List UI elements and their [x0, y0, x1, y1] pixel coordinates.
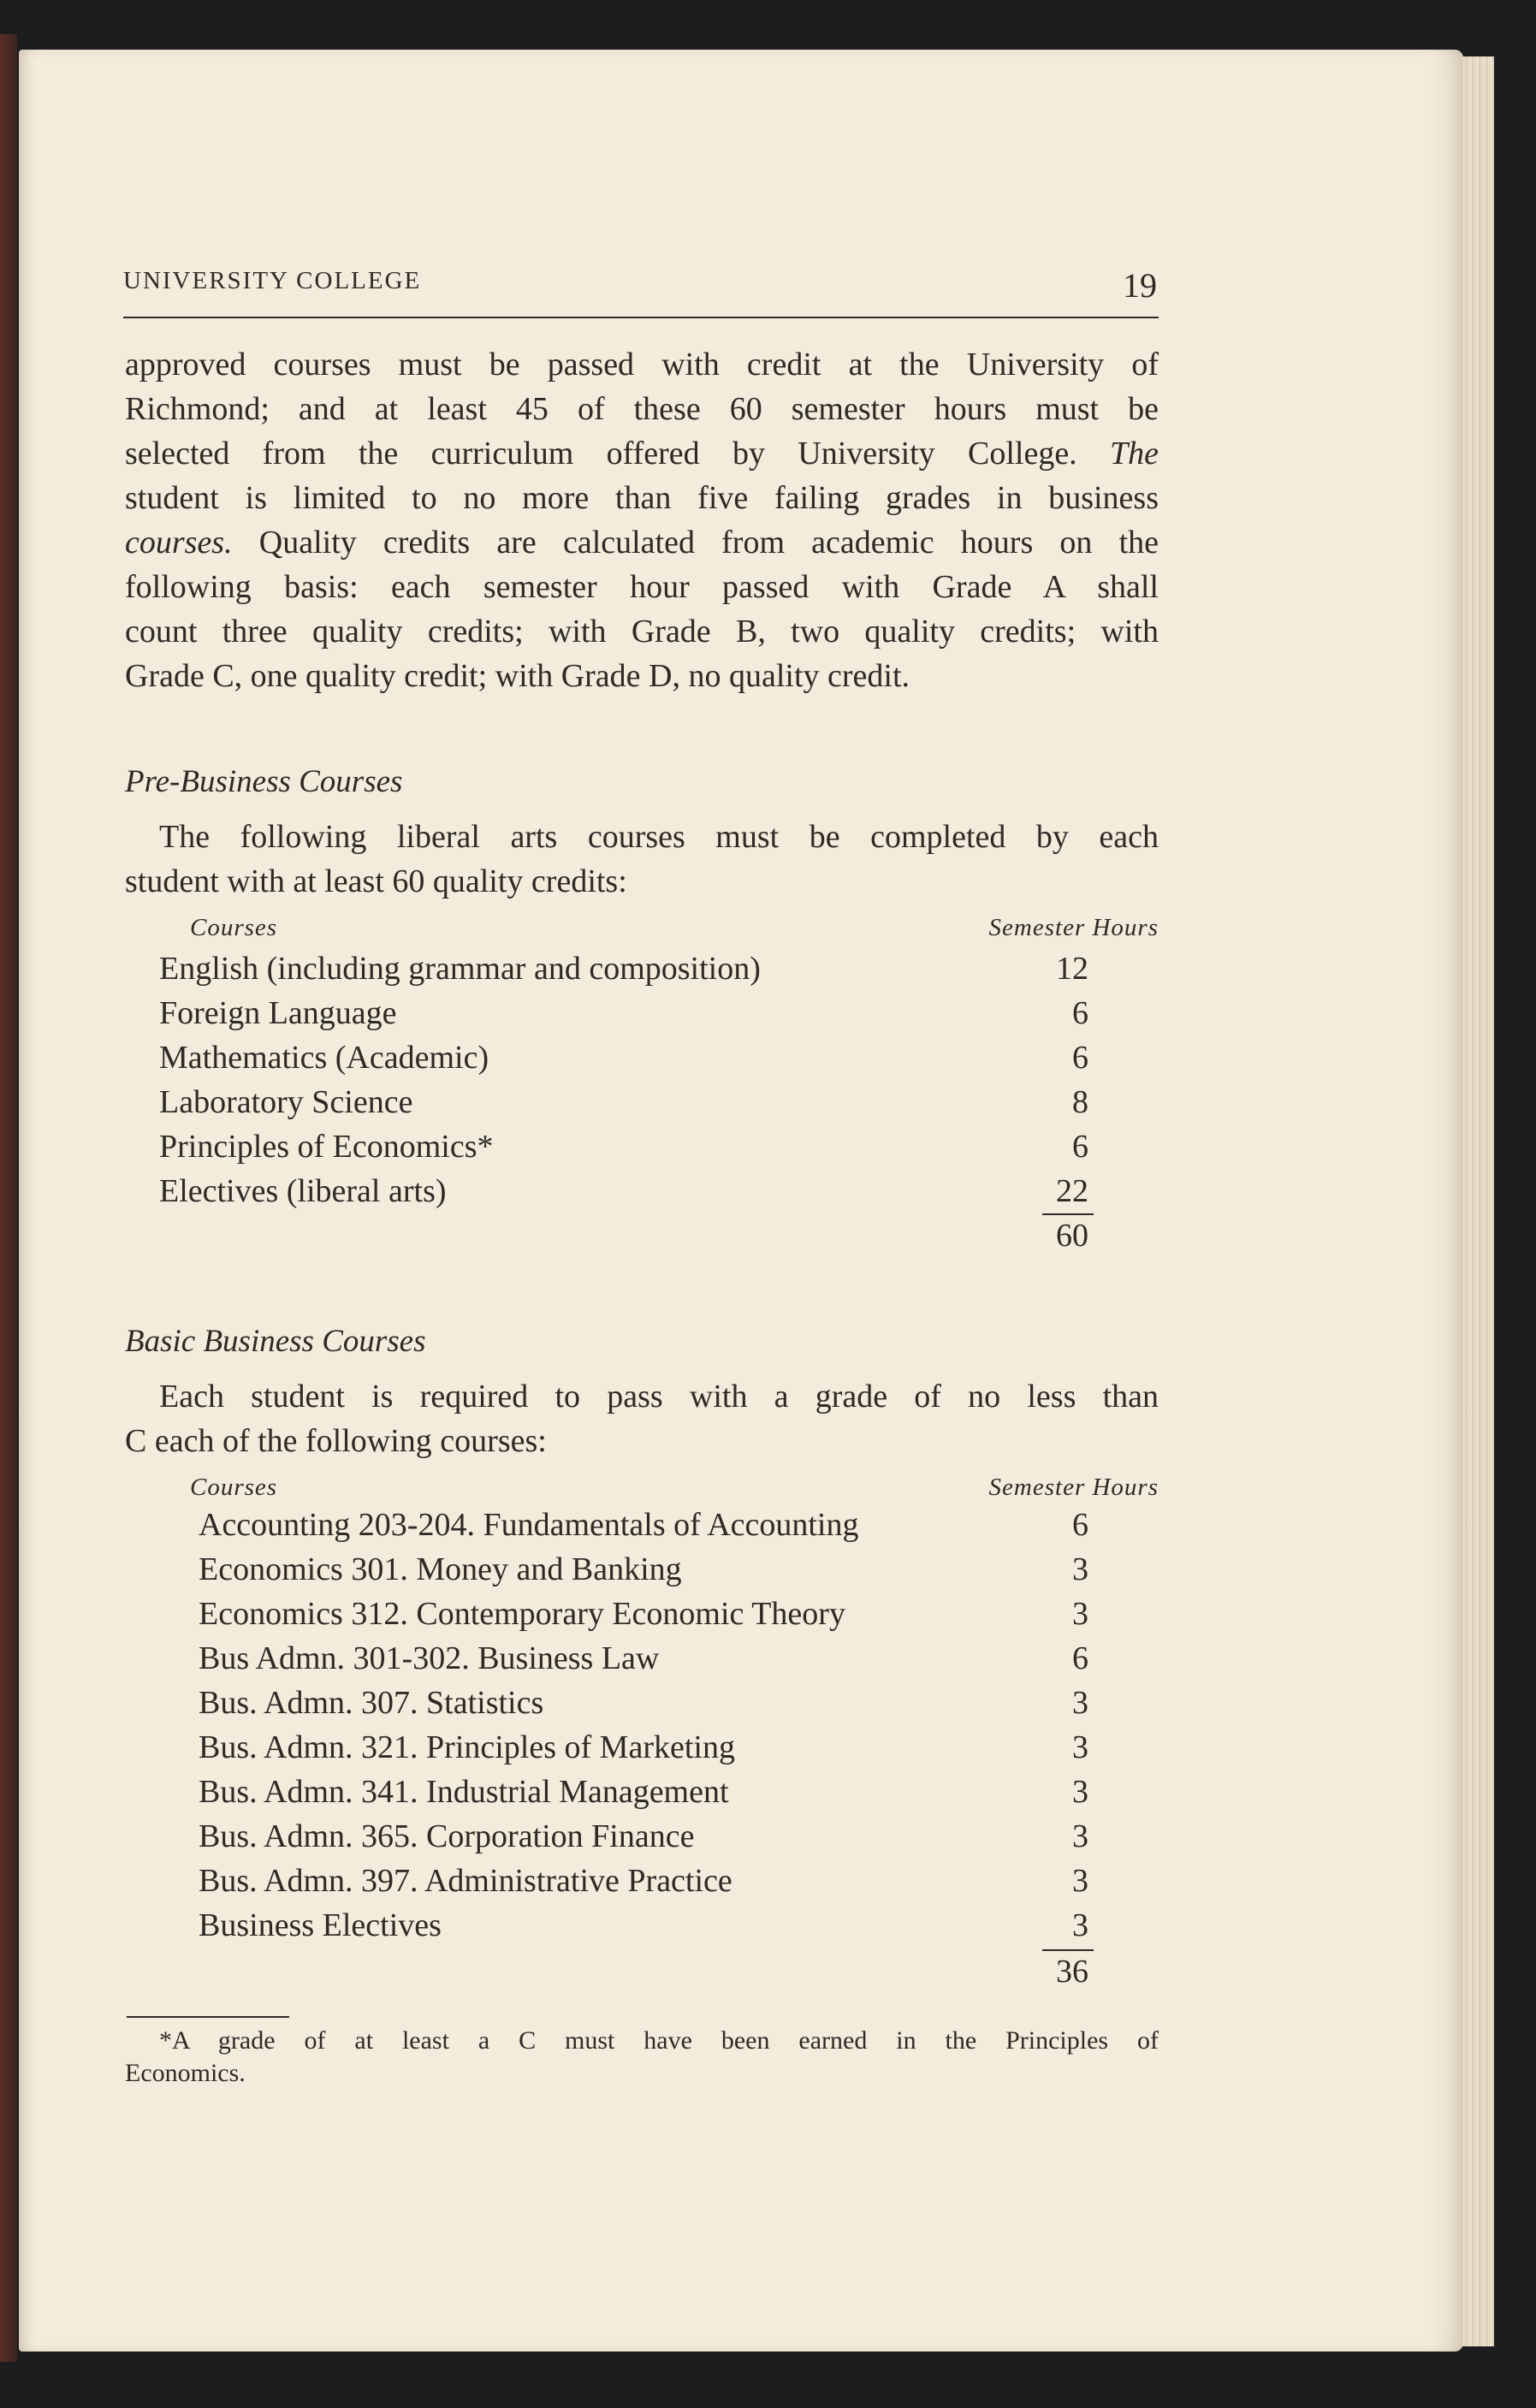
course-hours: 3: [1072, 1863, 1088, 1899]
running-head: UNIVERSITY COLLEGE: [123, 267, 422, 294]
course-name: Bus. Admn. 307. Statistics: [199, 1685, 544, 1721]
page-number: 19: [1123, 266, 1157, 305]
section-intro-line: C each of the following courses:: [125, 1423, 547, 1459]
total-hours: 60: [1056, 1218, 1088, 1254]
course-name: Mathematics (Academic): [159, 1040, 489, 1076]
course-name: Economics 301. Money and Banking: [199, 1551, 682, 1587]
course-hours: 3: [1072, 1774, 1088, 1810]
course-name: English (including grammar and composition): [159, 951, 761, 987]
course-hours: 3: [1072, 1818, 1088, 1854]
table-row: [199, 1681, 1088, 1725]
course-hours: 6: [1072, 1507, 1088, 1543]
section-heading: Pre-Business Courses: [125, 764, 403, 799]
course-hours: 3: [1072, 1596, 1088, 1632]
paragraph-line: count three quality credits; with Grade B, two quality credits; with: [125, 614, 1159, 649]
course-hours: 12: [1056, 951, 1088, 987]
course-hours: 6: [1072, 1040, 1088, 1076]
footnote: [125, 2025, 1159, 2090]
section-intro-line: student with at least 60 quality credits:: [125, 863, 627, 899]
course-name: Business Electives: [199, 1907, 442, 1943]
course-hours: 3: [1072, 1729, 1088, 1765]
table-row: [159, 1035, 1088, 1080]
section-intro-line: Each student is required to pass with a grade of no less than: [159, 1379, 1159, 1415]
course-hours: 6: [1072, 1129, 1088, 1165]
course-name: Bus. Admn. 321. Principles of Marketing: [199, 1729, 735, 1765]
paragraph-line: approved courses must be passed with credit at the University of: [125, 347, 1159, 383]
course-name: Principles of Economics*: [159, 1129, 494, 1165]
book-cover-edge: [0, 34, 17, 2362]
total-hours: 36: [1056, 1954, 1088, 1990]
paragraph-text: Quality credits are calculated from academic hours on the: [232, 525, 1159, 560]
table-row: [199, 1592, 1088, 1636]
footnote-rule: [127, 2016, 289, 2018]
paragraph-italic-text: The: [1110, 436, 1159, 472]
course-hours: 6: [1072, 1640, 1088, 1676]
column-header-hours: Semester Hours: [988, 914, 1159, 941]
course-name: Bus. Admn. 341. Industrial Management: [199, 1774, 729, 1810]
course-name: Bus Admn. 301-302. Business Law: [199, 1640, 660, 1676]
course-hours: 3: [1072, 1551, 1088, 1587]
table-row: [159, 1080, 1088, 1124]
page-header: [123, 260, 1159, 318]
course-name: Bus. Admn. 365. Corporation Finance: [199, 1818, 695, 1854]
section-intro-line: The following liberal arts courses must be completed by each: [159, 819, 1159, 855]
course-hours: 3: [1072, 1685, 1088, 1721]
paragraph-line: Richmond; and at least 45 of these 60 semester hours must be: [125, 391, 1159, 427]
course-hours: 3: [1072, 1907, 1088, 1943]
paragraph-text: selected from the curriculum offered by University College.: [125, 436, 1110, 472]
paragraph-line: [125, 520, 1159, 565]
table-row: [199, 1814, 1088, 1859]
footnote-line: Economics.: [125, 2059, 246, 2087]
paragraph-line: [125, 431, 1159, 476]
course-name: Laboratory Science: [159, 1084, 413, 1120]
table-row: [199, 1547, 1088, 1592]
column-header-courses: Courses: [190, 914, 278, 941]
table-row: [159, 1124, 1088, 1169]
table-row: [199, 1503, 1088, 1547]
table-row: [199, 1859, 1088, 1903]
footnote-line: *A grade of at least a C must have been earned in the Principles of: [159, 2026, 1159, 2055]
paragraph-line: student is limited to no more than five failing grades in business: [125, 480, 1159, 516]
course-hours: 6: [1072, 995, 1088, 1031]
paragraph-italic-text: courses.: [125, 525, 233, 560]
paragraph-line: following basis: each semester hour passed with Grade A shall: [125, 569, 1159, 605]
course-name: Economics 312. Contemporary Economic Theory: [199, 1596, 845, 1632]
table-row: [159, 946, 1088, 991]
column-header-hours: Semester Hours: [988, 1474, 1159, 1501]
table-row: [199, 1725, 1088, 1770]
table-row: [199, 1636, 1088, 1681]
course-hours: 22: [1056, 1173, 1088, 1209]
table-row: [159, 991, 1088, 1035]
course-name: Bus. Admn. 397. Administrative Practice: [199, 1863, 732, 1899]
table-row: [159, 1169, 1088, 1213]
basic-business-table: [199, 1503, 1088, 1948]
table-row: [199, 1903, 1088, 1948]
column-header-courses: Courses: [190, 1474, 278, 1501]
course-hours: 8: [1072, 1084, 1088, 1120]
section-heading: Basic Business Courses: [125, 1324, 426, 1359]
course-name: Electives (liberal arts): [159, 1173, 447, 1209]
table-row: [199, 1770, 1088, 1814]
paragraph-line: Grade C, one quality credit; with Grade D, no quality credit.: [125, 658, 910, 694]
course-name: Accounting 203-204. Fundamentals of Accounting: [199, 1507, 859, 1543]
course-name: Foreign Language: [159, 995, 397, 1031]
pre-business-table: [159, 946, 1088, 1213]
